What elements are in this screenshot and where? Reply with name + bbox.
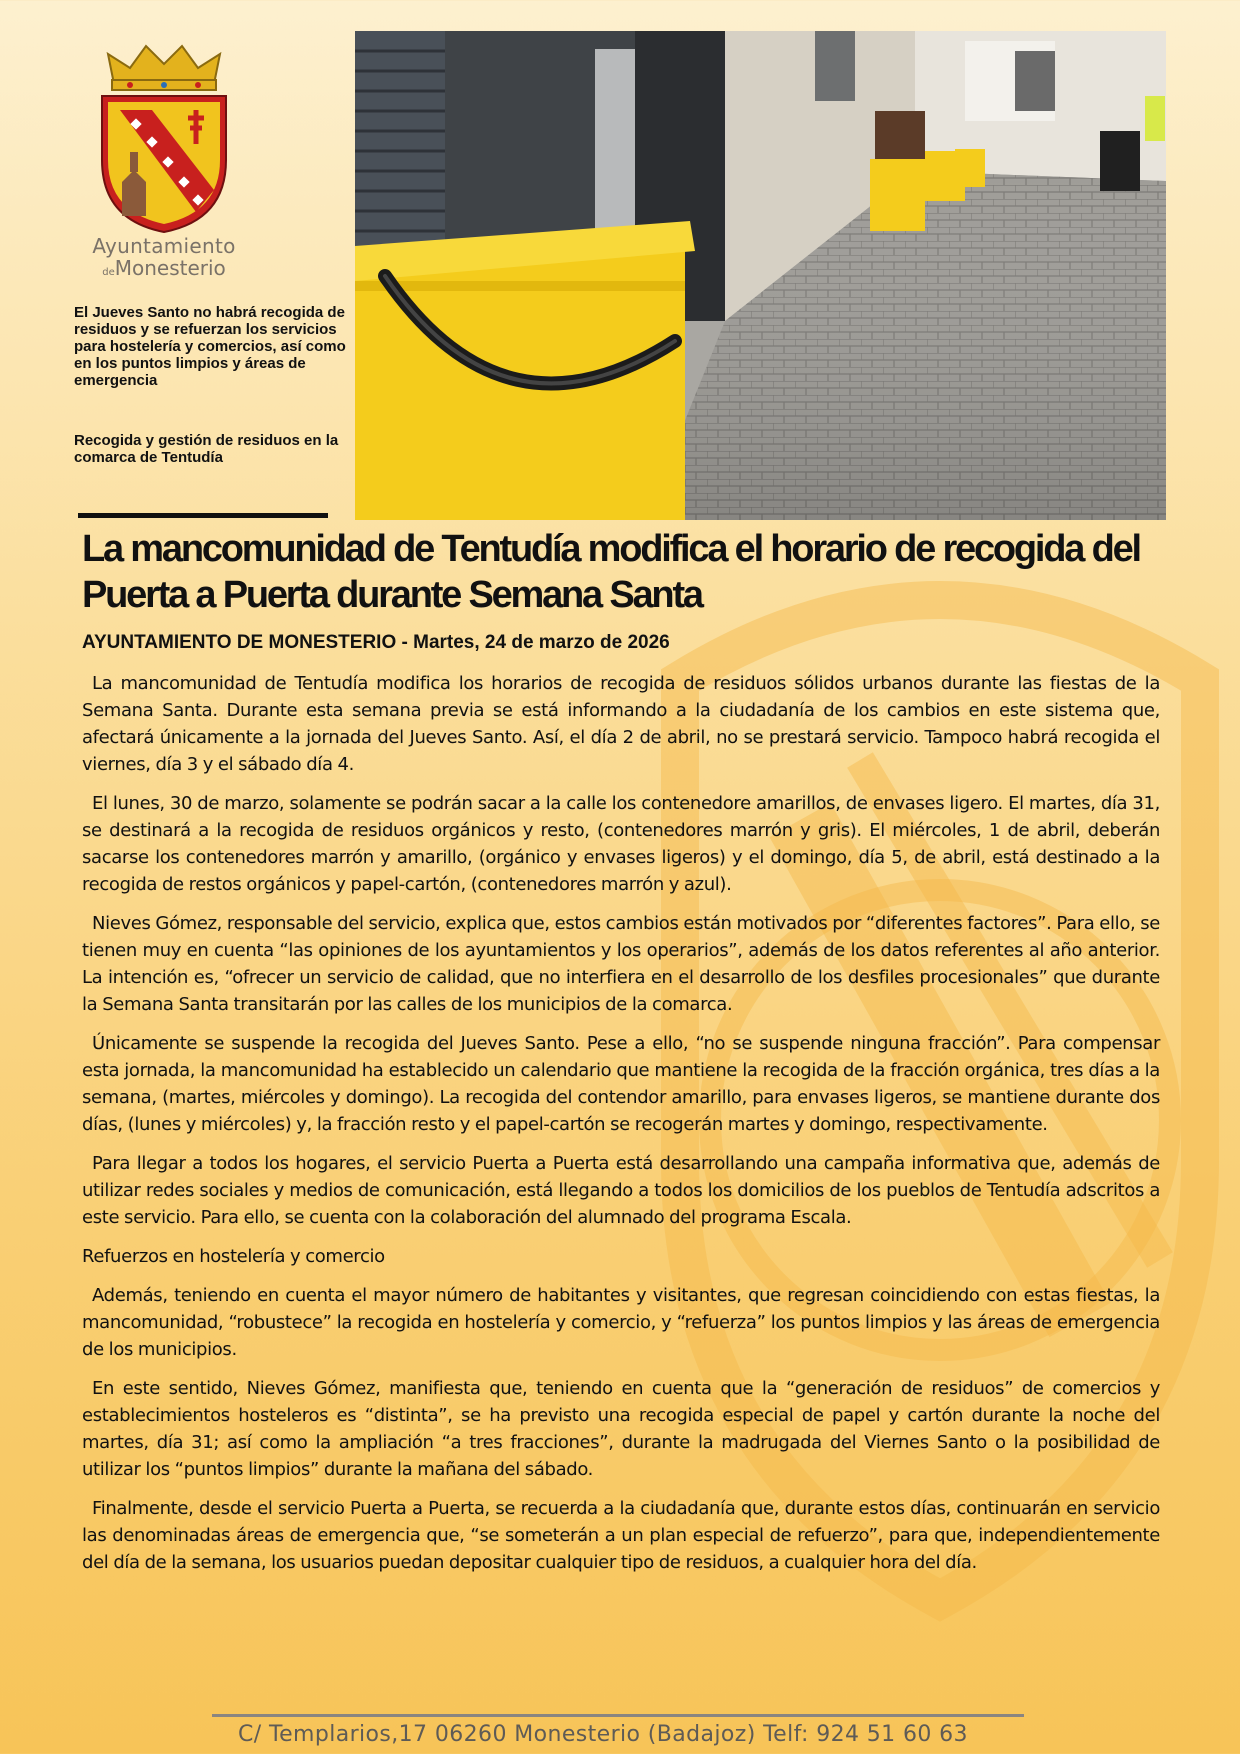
article-byline: AYUNTAMIENTO DE MONESTERIO - Martes, 24 de marzo de 2026 (82, 632, 670, 653)
logo-wordmark (88, 236, 240, 278)
article-paragraph: Finalmente, desde el servicio Puerta a Puerta, se recuerda a la ciudadanía que, durante estos días, continuarán en servicio las denominadas áreas de emergencia que, “se someterán a un plan especial de refuerzo”, para que, independientemente del día de la semana, los usuarios puedan depositar cualquier tipo de residuos, a cualquier hora del día. (82, 1498, 1160, 1573)
article-paragraph: Únicamente se suspende la recogida del Jueves Santo. Pese a ello, “no se suspende ninguna fracción”. Para compensar esta jornada, la mancomunidad ha establecido un calendario que mantiene la recogida de la fracción orgánica, tres días a la semana, (martes, miércoles y domingo). La recogida del contendor amarillo, para envases ligeros, se mantiene durante dos días, (lunes y miércoles) y, la fracción resto y el papel-cartón se recogerán martes y domingo, respectivamente. (82, 1033, 1160, 1135)
article-paragraph: Para llegar a todos los hogares, el servicio Puerta a Puerta está desarrollando una campaña informativa que, además de utilizar redes sociales y medios de comunicación, está llegando a todos los domicilios de los pueblos de Tentudía adscritos a este servicio. Para ello, se cuenta con la colaboración del alumnado del programa Escala. (82, 1153, 1160, 1228)
article-paragraph: Nieves Gómez, responsable del servicio, explica que, estos cambios están motivados por “diferentes factores”. Para ello, se tienen muy en cuenta “las opiniones de los ayuntamientos y los operarios”, además de los datos referentes al año anterior. La intención es, “ofrecer un servicio de calidad, que no interfiera en el desarrollo de los desfiles procesionales” que durante la Semana Santa transitarán por las calles de los municipios de la comarca. (82, 913, 1160, 1015)
article-paragraph: En este sentido, Nieves Gómez, manifiesta que, teniendo en cuenta que la “generación de residuos” de comercios y establecimientos hosteleros es “distinta”, se ha previsto una recogida especial de papel y cartón durante la noche del martes, día 31; así como la ampliación “a tres fracciones”, durante la madrugada del Viernes Santo o la posibilidad de utilizar los “puntos limpios” durante la mañana del sábado. (82, 1378, 1160, 1480)
article-paragraph: La mancomunidad de Tentudía modifica los horarios de recogida de residuos sólidos urbanos durante las fiestas de la Semana Santa. Durante esta semana previa se está informando a la ciudadanía de los cambios en este sistema que, afectará únicamente a la jornada del Jueves Santo. Así, el día 2 de abril, no se prestará servicio. Tampoco habrá recogida el viernes, día 3 y el sábado día 4. (82, 673, 1160, 775)
article-body (82, 670, 1160, 1588)
logo-line1: Ayuntamiento (92, 234, 236, 258)
logo-line2-name: Monesterio (114, 256, 226, 280)
coat-of-arms-icon (94, 40, 234, 236)
hero-photo (355, 31, 1166, 520)
logo-line2-prefix: de (102, 267, 115, 278)
municipal-logo (88, 40, 240, 280)
title-rule (78, 513, 328, 518)
article-paragraph: El lunes, 30 de marzo, solamente se podrán sacar a la calle los contenedore amarillos, de envases ligero. El martes, día 31, se destinará a la recogida de residuos orgánicos y resto, (contenedores marrón y gris). El miércoles, 1 de abril, deberán sacarse los contenedores marrón y amarillo, (orgánico y envases ligeros) y el domingo, día 5, de abril, está destinado a la recogida de restos orgánicos y papel-cartón, (contenedores marrón y azul). (82, 793, 1160, 895)
article-subheading: Refuerzos en hostelería y comercio (82, 1246, 385, 1267)
footer-address: C/ Templarios,17 06260 Monesterio (Badajoz) Telf: 924 51 60 63 (238, 1722, 968, 1747)
article-title: La mancomunidad de Tentudía modifica el horario de recogida del Puerta a Puerta durante Semana Santa (82, 528, 1140, 616)
footer-rule (212, 1714, 1024, 1717)
kicker-summary: El Jueves Santo no habrá recogida de residuos y se refuerzan los servicios para hostelería y comercios, así como en los puntos limpios y áreas de emergencia (74, 304, 346, 389)
article-paragraph: Además, teniendo en cuenta el mayor número de habitantes y visitantes, que regresan coincidiendo con estas fiestas, la mancomunidad, “robustece” la recogida en hostelería y comercio, y “refuerza” los puntos limpios y las áreas de emergencia de los municipios. (82, 1285, 1160, 1360)
kicker-section: Recogida y gestión de residuos en la comarca de Tentudía (74, 432, 339, 466)
logo-line2 (88, 258, 240, 278)
